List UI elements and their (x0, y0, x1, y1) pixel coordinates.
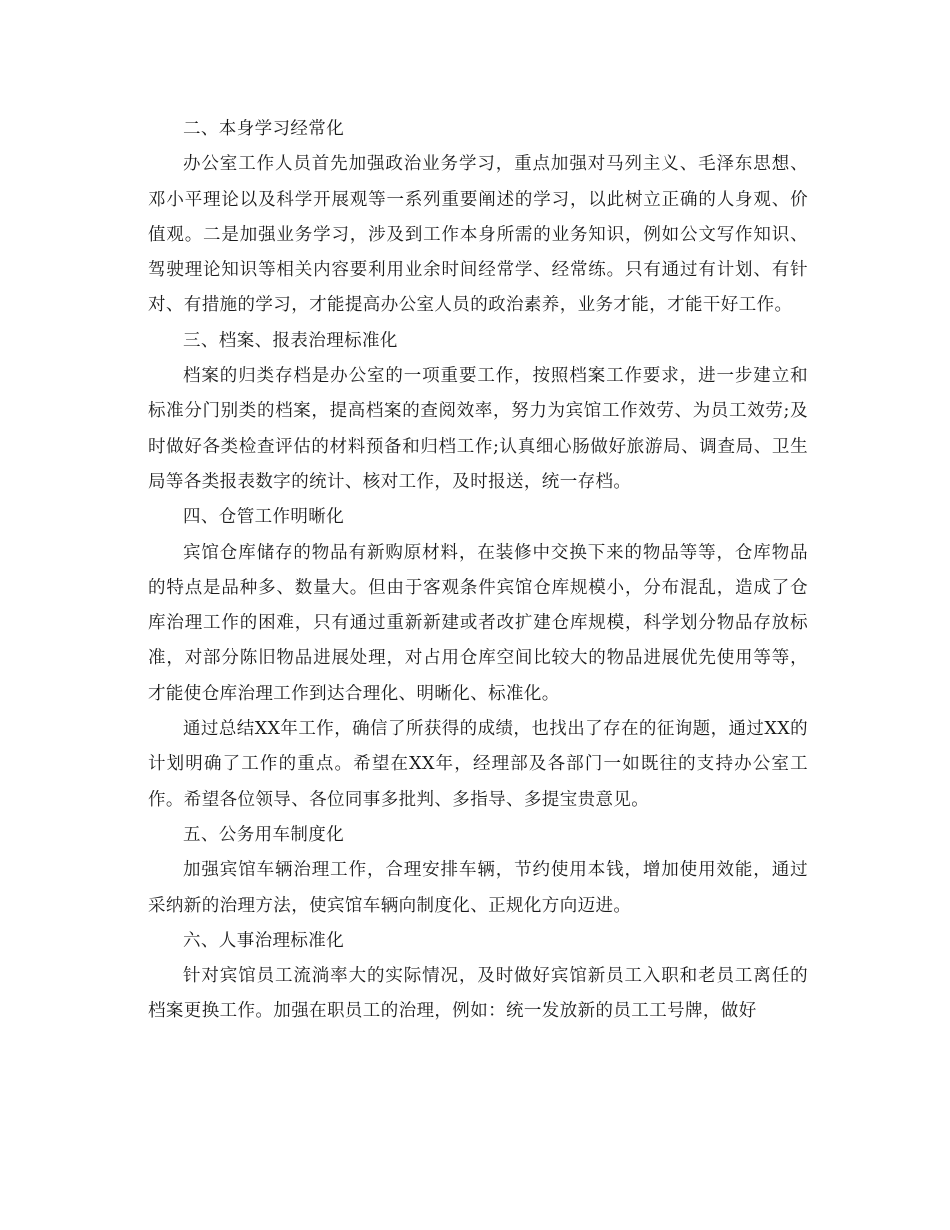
section-heading: 五、公务用车制度化 (183, 824, 345, 845)
section-heading: 六、人事治理标准化 (183, 930, 345, 951)
section-heading: 四、仓管工作明晰化 (183, 507, 345, 528)
document-body (148, 112, 808, 1030)
body-paragraph: 针对宾馆员工流淌率大的实际情况，及时做好宾馆新员工入职和老员工离任的档案更换工作。加强在职员工的治理，例如：统一发放新的员工工号牌，做好 (148, 966, 808, 1022)
body-paragraph: 档案的归类存档是办公室的一项重要工作，按照档案工作要求，进一步建立和标准分门别类的档案，提高档案的查阅效率，努力为宾馆工作效劳、为员工效劳;及时做好各类检查评估的材料预备和归档工作;认真细心肠做好旅游局、调查局、卫生局等各类报表数字的统计、核对工作，及时报送，统一存档。 (148, 366, 808, 492)
body-paragraph: 宾馆仓库储存的物品有新购原材料，在装修中交换下来的物品等等，仓库物品的特点是品种多、数量大。但由于客观条件宾馆仓库规模小，分布混乱，造成了仓库治理工作的困难，只有通过重新新建或者改扩建仓库规模，科学划分物品存放标准，对部分陈旧物品进展处理，对占用仓库空间比较大的物品进展优先使用等等，才能使仓库治理工作到达合理化、明晰化、标准化。 (148, 542, 808, 704)
body-paragraph: 办公室工作人员首先加强政治业务学习，重点加强对马列主义、毛泽东思想、邓小平理论以及科学开展观等一系列重要阐述的学习，以此树立正确的人身观、价值观。二是加强业务学习，涉及到工作本身所需的业务知识，例如公文写作知识、驾驶理论知识等相关内容要利用业余时间经常学、经常练。只有通过有计划、有针对、有措施的学习，才能提高办公室人员的政治素养，业务才能，才能干好工作。 (148, 154, 808, 316)
section-heading: 二、本身学习经常化 (183, 119, 345, 139)
section-heading: 三、档案、报表治理标准化 (183, 330, 398, 351)
body-paragraph: 通过总结XX年工作，确信了所获得的成绩，也找出了存在的征询题，通过XX的计划明确了工作的重点。希望在XX年，经理部及各部门一如既往的支持办公室工作。希望各位领导、各位同事多批判、多指导、多提宝贵意见。 (148, 719, 808, 810)
body-paragraph: 加强宾馆车辆治理工作，合理安排车辆，节约使用本钱，增加使用效能，通过采纳新的治理方法，使宾馆车辆向制度化、正规化方向迈进。 (148, 860, 808, 916)
